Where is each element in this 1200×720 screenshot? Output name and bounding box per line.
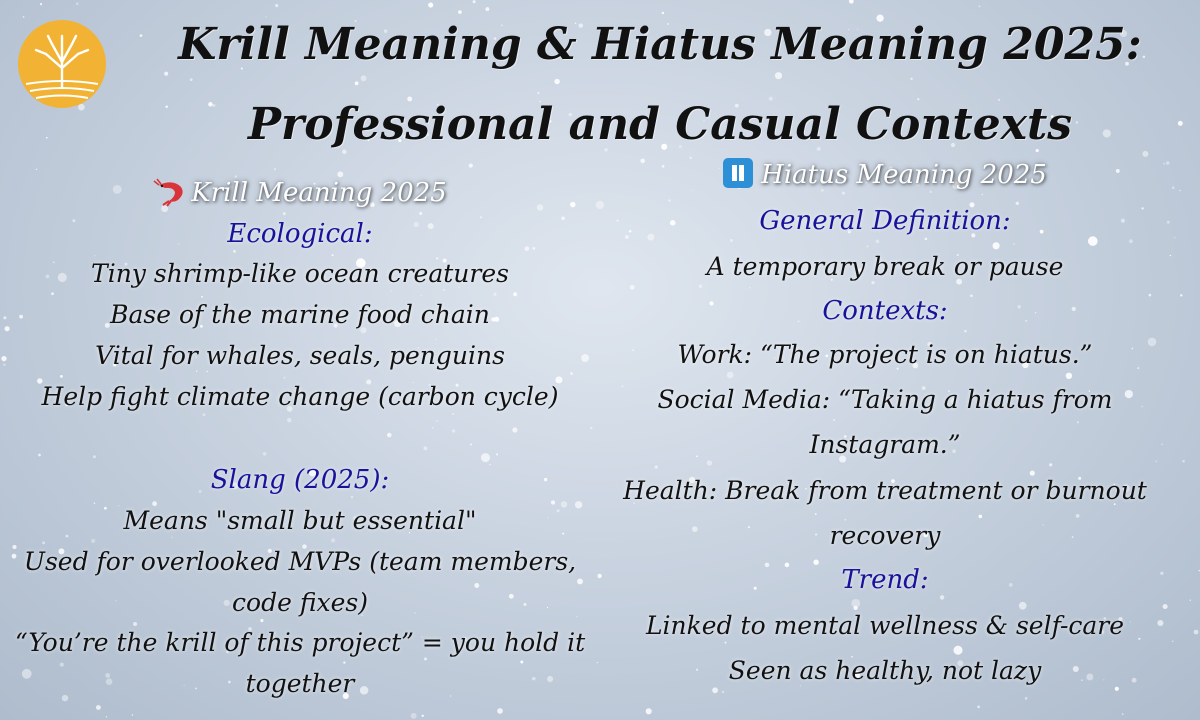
contexts-line: recovery: [829, 521, 941, 550]
hiatus-section-title: [585, 158, 1185, 192]
pause-icon: [723, 158, 753, 188]
ecological-heading: Ecological:: [227, 219, 373, 249]
page-title-line2: Professional and Casual Contexts: [247, 99, 1073, 150]
trend-line: Linked to mental wellness & self-care: [645, 611, 1125, 640]
contexts-heading: Contexts:: [822, 296, 948, 326]
page-title-line1: Krill Meaning & Hiatus Meaning 2025:: [178, 19, 1142, 70]
shrimp-icon: [153, 177, 187, 207]
contexts-line: Instagram.”: [809, 430, 961, 459]
slang-line: Used for overlooked MVPs (team members,: [23, 547, 577, 576]
ecological-line: Vital for whales, seals, penguins: [95, 341, 505, 370]
trend-heading: Trend:: [841, 565, 929, 595]
definition-line: A temporary break or pause: [706, 252, 1064, 281]
contexts-line: Social Media: “Taking a hiatus from: [657, 385, 1113, 414]
slang-heading: Slang (2025):: [210, 465, 390, 495]
tree-logo-icon: [16, 18, 108, 110]
trend-line: Seen as healthy, not lazy: [728, 656, 1042, 685]
slang-line: “You’re the krill of this project” = you hold it: [14, 628, 586, 657]
ecological-line: Tiny shrimp-like ocean creatures: [91, 259, 509, 288]
slang-line: Means "small but essential": [123, 506, 477, 535]
slang-line: code fixes): [232, 588, 368, 617]
krill-section-title: [0, 176, 600, 210]
hiatus-section-title-text: Hiatus Meaning 2025: [761, 160, 1047, 190]
ecological-line: Base of the marine food chain: [110, 300, 490, 329]
krill-section-title-text: Krill Meaning 2025: [191, 178, 447, 208]
slang-line: together: [245, 669, 355, 698]
definition-heading: General Definition:: [759, 206, 1011, 236]
ecological-line: Help fight climate change (carbon cycle): [41, 382, 559, 411]
contexts-line: Health: Break from treatment or burnout: [623, 476, 1147, 505]
contexts-line: Work: “The project is on hiatus.”: [677, 340, 1093, 369]
